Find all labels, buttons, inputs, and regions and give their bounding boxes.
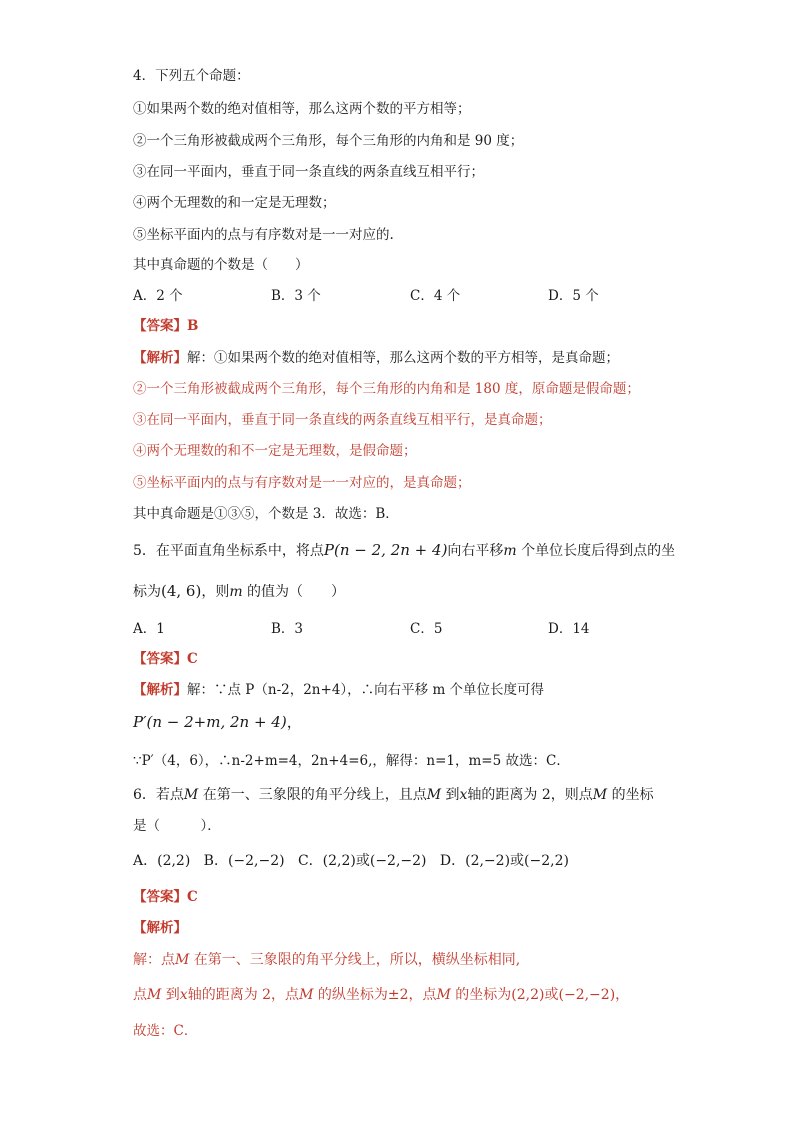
q5-stem <box>133 541 675 560</box>
q5-m-var-2: m <box>229 584 243 600</box>
q4-analysis-line-1 <box>133 349 619 367</box>
q6-point-m-3: M <box>592 787 608 803</box>
q4-option-c: C．4 个 <box>410 288 461 304</box>
q6-point-m-2: M <box>426 787 442 803</box>
q5-coord: (4, 6) <box>161 582 202 600</box>
q4-item-2: ②一个三角形被截成两个三角形，每个三角形的内角和是 90 度； <box>133 133 524 149</box>
q4-option-b: B．3 个 <box>271 288 321 304</box>
q5-option-b: B．3 <box>271 621 304 637</box>
q6-b7: ， <box>615 987 630 1003</box>
q6-b-m2: M <box>299 987 314 1003</box>
q6-x-axis: x <box>459 787 468 803</box>
q5-stem-text-a: 5．在平面直角坐标系中，将点 <box>133 543 324 559</box>
q4-analysis-line-4: ④两个无理数的和不一定是无理数，是假命题； <box>133 443 417 459</box>
q6-b-x: x <box>179 987 188 1003</box>
q5-analysis-label: 【解析】 <box>133 682 187 698</box>
q4-analysis-line-2: ②一个三角形被截成两个三角形，每个三角形的内角和是 180 度，原命题是假命题； <box>133 381 640 397</box>
q6-b1: 点 <box>133 987 147 1003</box>
q5-option-c: C．5 <box>410 621 443 637</box>
q5-option-a: A．1 <box>133 621 165 637</box>
q6-b-m1: M <box>147 987 162 1003</box>
q6-a2: 在第一、三象限的角平分线上，所以，横纵坐标相同, <box>189 952 521 968</box>
q5-line2-text-b: ，则 <box>201 584 230 600</box>
q5-analysis-line-2 <box>133 713 302 731</box>
q5-stem-text-b: 向右平移 <box>447 543 504 559</box>
q4-analysis-line-5: ⑤坐标平面内的点与有序数对是一一对应的，是真命题； <box>133 475 471 491</box>
q4-answer: 【答案】B <box>133 318 199 334</box>
q6-b-m3: M <box>436 987 451 1003</box>
q4-item-3: ③在同一平面内，垂直于同一条直线的两条直线互相平行； <box>133 164 484 180</box>
q4-analysis-first: 解：①如果两个数的绝对值相等，那么这两个数的平方相等，是真命题； <box>187 350 619 366</box>
q6-option-a: A．(2,2) <box>133 853 191 869</box>
q6-b3: 轴的距离为 2，点 <box>187 987 300 1003</box>
q6-b2: 到 <box>161 987 180 1003</box>
q5-m-var: m <box>503 543 517 559</box>
q6-b5: 的坐标为 <box>450 987 512 1003</box>
q4-analysis-label: 【解析】 <box>133 350 187 366</box>
q4-conclusion: 其中真命题是①③⑤，个数是 3．故选：B． <box>133 506 399 522</box>
q4-item-5: ⑤坐标平面内的点与有序数对是一一对应的. <box>133 227 394 243</box>
q4-option-a: A．2 个 <box>133 288 183 304</box>
q6-point-m-1: M <box>183 787 199 803</box>
q6-stem-text-a: 6．若点 <box>133 787 184 803</box>
q6-option-d: D．(2,−2)或(−2,2) <box>439 853 569 869</box>
q4-stem: 4．下列五个命题： <box>133 68 250 84</box>
q5-stem-text-c: 个单位长度后得到点的坐 <box>516 543 676 559</box>
q5-analysis-first: 解：∵点 P（n-2，2n+4），∴向右平移 m 个单位长度可得 <box>187 682 545 698</box>
q6-stem <box>133 786 654 804</box>
q6-analysis-line-1 <box>133 951 520 969</box>
q6-b-coord-2: (−2,−2) <box>558 987 616 1003</box>
q6-option-b: B．(−2,−2) <box>203 853 285 869</box>
q6-final: 故选：C． <box>133 1023 198 1039</box>
q5-analysis-formula: P′(n − 2+m, 2n + 4) <box>133 713 287 731</box>
q5-answer: 【答案】C <box>133 651 198 667</box>
q6-options <box>133 852 569 870</box>
q5-option-d: D．14 <box>548 621 590 637</box>
q6-stem-text-e: 的坐标 <box>607 787 654 803</box>
q6-stem-line-2: 是（ ）． <box>133 818 221 834</box>
q6-analysis-label: 【解析】 <box>133 920 187 936</box>
q4-item-4: ④两个无理数的和一定是无理数； <box>133 195 336 211</box>
q4-option-d: D．5 个 <box>548 288 599 304</box>
q6-b6: 或 <box>544 987 559 1003</box>
q4-question: 其中真命题的个数是（ ） <box>133 257 309 273</box>
q4-analysis-line-3: ③在同一平面内，垂直于同一条直线的两条直线互相平行，是真命题； <box>133 412 552 428</box>
q5-line2-text-c: 的值为（ ） <box>242 584 346 600</box>
q6-b-coord-1: (2,2) <box>511 987 545 1003</box>
q6-stem-text-b: 在第一、三象限的角平分线上，且点 <box>198 787 427 803</box>
q5-point-p: P(n − 2, 2n + 4) <box>323 541 448 559</box>
q6-a-m: M <box>175 952 190 968</box>
q6-b4: 的纵坐标为±2，点 <box>313 987 437 1003</box>
q4-item-1: ①如果两个数的绝对值相等，那么这两个数的平方相等； <box>133 101 471 117</box>
q5-analysis-formula-tail: ， <box>286 713 302 731</box>
q6-analysis-line-2 <box>133 986 629 1004</box>
q6-stem-text-c: 到 <box>441 787 460 803</box>
q6-option-c: C．(2,2)或(−2,−2) <box>297 853 427 869</box>
q5-line2-text-a: 标为 <box>133 584 161 600</box>
q5-analysis-line-1 <box>133 681 544 699</box>
q5-stem-line-2 <box>133 582 345 601</box>
q6-answer: 【答案】C <box>133 889 198 905</box>
q5-analysis-line-3: ∵P′（4，6），∴n-2+m=4，2n+4=6,，解得：n=1，m=5 故选：C． <box>133 753 570 769</box>
q6-stem-text-d: 轴的距离为 2，则点 <box>467 787 593 803</box>
q6-a1: 解：点 <box>133 952 175 968</box>
